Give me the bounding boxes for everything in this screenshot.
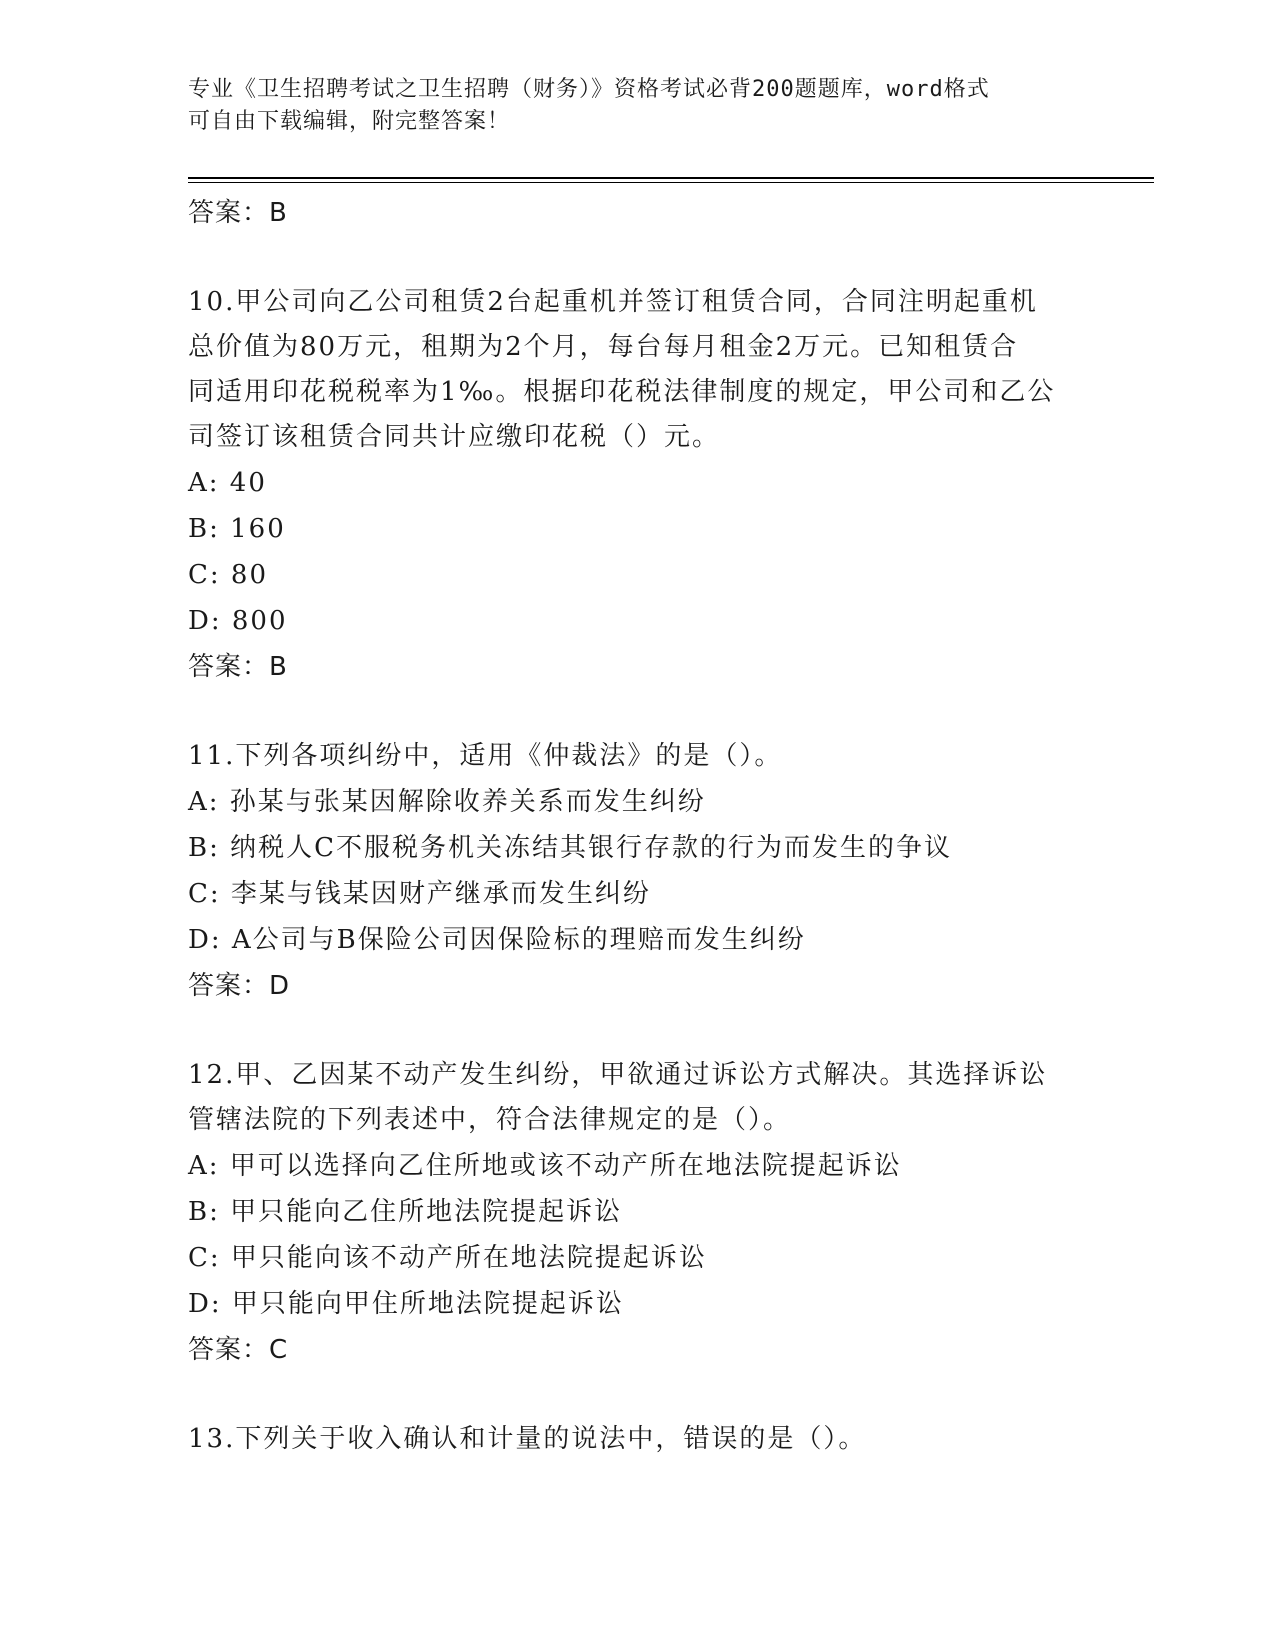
spacer bbox=[188, 690, 1088, 734]
option-d: D: A公司与B保险公司因保险标的理赔而发生纠纷 bbox=[188, 925, 806, 955]
question-block bbox=[188, 1053, 1088, 1373]
option-c: C: 甲只能向该不动产所在地法院提起诉讼 bbox=[188, 1243, 707, 1273]
header-divider bbox=[188, 177, 1154, 179]
option-c: C: 李某与钱某因财产继承而发生纠纷 bbox=[188, 879, 651, 909]
question-stem-line: 13.下列关于收入确认和计量的说法中，错误的是（）。 bbox=[188, 1424, 867, 1454]
question-block bbox=[188, 734, 1088, 1009]
question-stem-line: 10.甲公司向乙公司租赁2台起重机并签订租赁合同，合同注明起重机 bbox=[188, 287, 1038, 317]
question-stem-line: 同适用印花税税率为1‰。根据印花税法律制度的规定，甲公司和乙公 bbox=[188, 377, 1056, 407]
header-line: 专业《卫生招聘考试之卫生招聘（财务）》资格考试必背200题题库，word格式 bbox=[188, 77, 990, 102]
question-stem-line: 总价值为80万元，租期为2个月，每台每月租金2万元。已知租赁合 bbox=[188, 332, 1019, 362]
answer-line: 答案：D bbox=[188, 971, 291, 1001]
spacer bbox=[188, 1373, 1088, 1417]
spacer bbox=[188, 236, 1088, 280]
header-line: 可自由下载编辑，附完整答案！ bbox=[188, 109, 511, 134]
option-d: D: 800 bbox=[188, 606, 288, 636]
question-block bbox=[188, 280, 1088, 690]
answer-line: 答案：B bbox=[188, 198, 288, 228]
answer-line: 答案：B bbox=[188, 652, 288, 682]
question-stem bbox=[188, 1417, 1088, 1462]
question-stem bbox=[188, 734, 1088, 779]
option-a: A: 甲可以选择向乙住所地或该不动产所在地法院提起诉讼 bbox=[188, 1151, 902, 1181]
option-b: B: 160 bbox=[188, 514, 286, 544]
option-a: A: 40 bbox=[188, 468, 267, 498]
header-divider-thin bbox=[188, 182, 1154, 183]
question-stem-line: 管辖法院的下列表述中，符合法律规定的是（）。 bbox=[188, 1105, 792, 1135]
question-stem-line: 11.下列各项纠纷中，适用《仲裁法》的是（）。 bbox=[188, 741, 783, 771]
option-a: A: 孙某与张某因解除收养关系而发生纠纷 bbox=[188, 787, 706, 817]
answer-line: 答案：C bbox=[188, 1335, 289, 1365]
question-stem-line: 司签订该租赁合同共计应缴印花税（）元。 bbox=[188, 422, 721, 452]
page-header bbox=[188, 74, 1088, 138]
question-stem bbox=[188, 1053, 1088, 1143]
option-c: C: 80 bbox=[188, 560, 269, 590]
option-b: B: 纳税人C不服税务机关冻结其银行存款的行为而发生的争议 bbox=[188, 833, 953, 863]
question-block bbox=[188, 1417, 1088, 1462]
option-b: B: 甲只能向乙住所地法院提起诉讼 bbox=[188, 1197, 623, 1227]
question-stem bbox=[188, 280, 1088, 460]
question-list bbox=[188, 190, 1088, 1462]
spacer bbox=[188, 1009, 1088, 1053]
option-d: D: 甲只能向甲住所地法院提起诉讼 bbox=[188, 1289, 624, 1319]
question-stem-line: 12.甲、乙因某不动产发生纠纷，甲欲通过诉讼方式解决。其选择诉讼 bbox=[188, 1060, 1048, 1090]
